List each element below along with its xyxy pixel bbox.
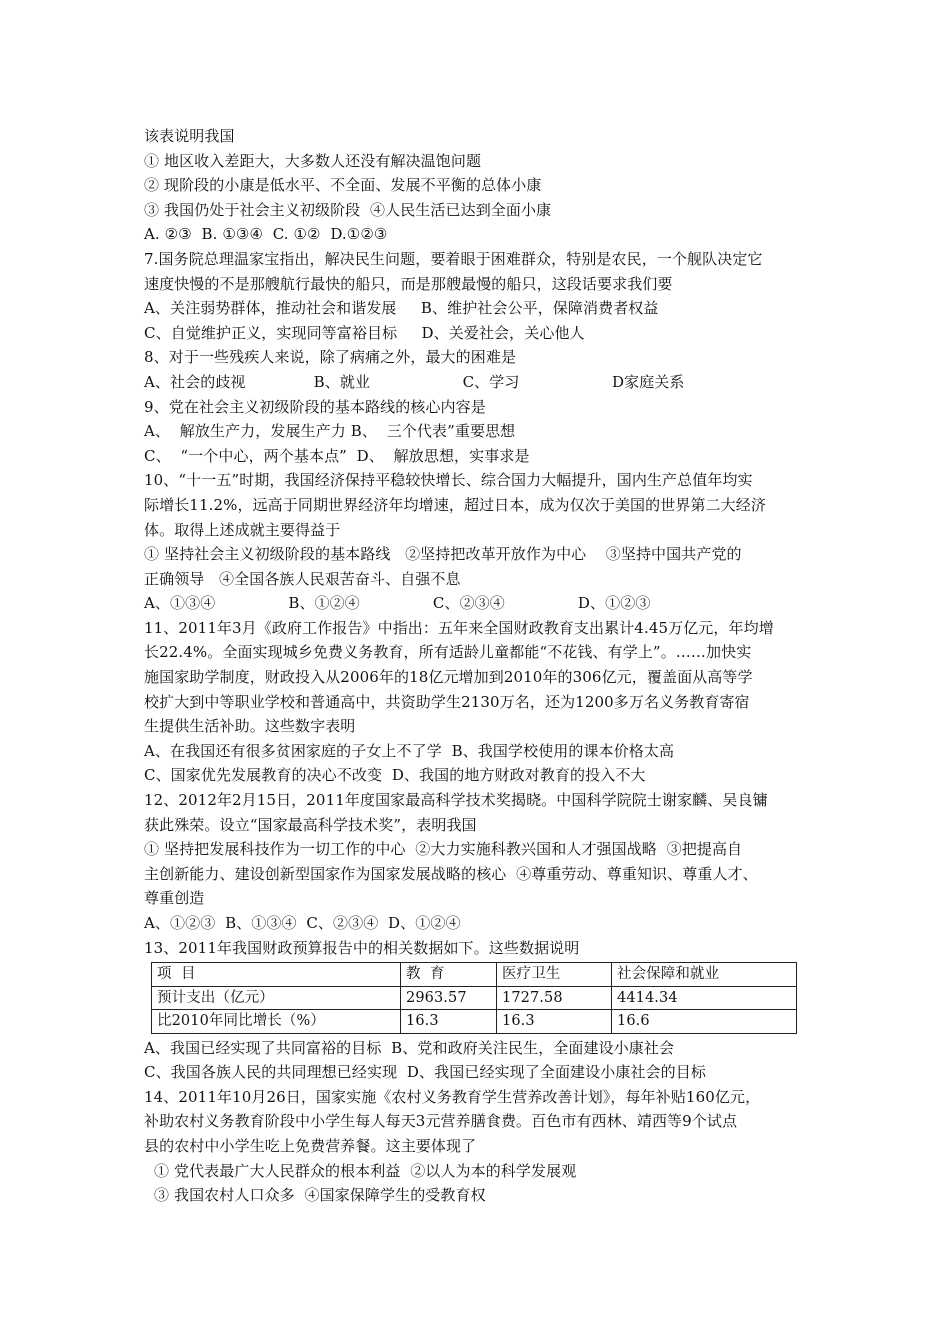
table-cell: 预计支出（亿元） [152, 986, 401, 1010]
answer-choices: A、在我国还有很多贫困家庭的子女上不了学 B、我国学校使用的课本价格太高 [144, 741, 675, 760]
question-8-line: 8、对于一些残疾人来说，除了病痛之外，最大的困难是 [144, 348, 517, 367]
answer-choices: C、 “一个中心，两个基本点” D、 解放思想，实事求是 [144, 446, 530, 465]
question-11-line: 生提供生活补助。这些数字表明 [144, 717, 356, 736]
question-12-line: 12、2012年2月15日，2011年度国家最高科学技术奖揭晓。中国科学院院士谢家麟、吴良镛 [144, 791, 768, 810]
question-10-line: 10、“十一五”时期，我国经济保持平稳较快增长、综合国力大幅提升，国内生产总值年均实 [144, 471, 753, 490]
question-11-line: 施国家助学制度，财政投入从2006年的18亿元增加到2010年的306亿元，覆盖面从高等学 [144, 668, 753, 687]
answer-choices: C、国家优先发展教育的决心不改变 D、我国的地方财政对教育的投入不大 [144, 766, 646, 785]
answer-choices: A、①③④ B、①②④ C、②③④ D、①②③ [144, 594, 651, 613]
option-line: ③ 我国仍处于社会主义初级阶段 ④人民生活已达到全面小康 [144, 200, 552, 219]
option-line: ① 党代表最广大人民群众的根本利益 ②以人为本的科学发展观 [154, 1161, 577, 1180]
question-10-line: 际增长11.2%，远高于同期世界经济年均增速，超过日本，成为仅次于美国的世界第二大经济 [144, 495, 766, 514]
answer-choices: A、我国已经实现了共同富裕的目标 B、党和政府关注民生，全面建设小康社会 [144, 1038, 675, 1057]
question-14-line: 县的农村中小学生吃上免费营养餐。这主要体现了 [144, 1137, 477, 1156]
option-line: ① 坚持社会主义初级阶段的基本路线 ②坚持把改革开放作为中心 ③坚持中国共产党的 [144, 545, 742, 564]
table-row [152, 986, 797, 1010]
option-line: ① 坚持把发展科技作为一切工作的中心 ②大力实施科教兴国和人才强国战略 ③把提高自 [144, 840, 743, 859]
answer-choices: A、①②③ B、①③④ C、②③④ D、①②④ [144, 914, 461, 932]
option-line: 正确领导 ④全国各族人民艰苦奋斗、自强不息 [144, 569, 461, 588]
table-header-cell: 医疗卫生 [497, 963, 612, 987]
table-cell: 比2010年同比增长（%） [152, 1010, 401, 1034]
option-line: ② 现阶段的小康是低水平、不全面、发展不平衡的总体小康 [144, 176, 542, 195]
answer-choices: C、我国各族人民的共同理想已经实现 D、我国已经实现了全面建设小康社会的目标 [144, 1063, 706, 1082]
table-header-cell: 社会保障和就业 [612, 963, 797, 987]
option-line: ① 地区收入差距大，大多数人还没有解决温饱问题 [144, 151, 482, 170]
budget-table [151, 962, 797, 1034]
table-header-cell: 教 育 [401, 963, 497, 987]
question-14-line: 14、2011年10月26日，国家实施《农村义务教育学生营养改善计划》，每年补贴160亿元， [144, 1087, 761, 1106]
question-14-line: 补助农村义务教育阶段中小学生每人每天3元营养膳食费。百色市有西林、靖西等9个试点 [144, 1112, 738, 1131]
question-11-line: 11、2011年3月《政府工作报告》中指出：五年来全国财政教育支出累计4.45万亿元，年均增 [144, 618, 774, 637]
intro-line: 该表说明我国 [144, 127, 235, 145]
answer-choices: A. ②③ B. ①③④ C. ①② D.①②③ [144, 225, 388, 244]
question-11-line: 长22.4%。全面实现城乡免费义务教育，所有适龄儿童都能“不花钱、有学上”。……加快实 [144, 643, 752, 662]
table-header-row [152, 963, 797, 987]
question-9-line: 9、党在社会主义初级阶段的基本路线的核心内容是 [144, 397, 486, 416]
answer-choices: A、社会的歧视 B、就业 C、学习 D家庭关系 [144, 372, 685, 391]
answer-choices: C、自觉维护正义，实现同等富裕目标 D、关爱社会，关心他人 [144, 323, 585, 342]
option-line: 主创新能力、建设创新型国家作为国家发展战略的核心 ④尊重劳动、尊重知识、尊重人才、 [144, 864, 758, 883]
question-13-line: 13、2011年我国财政预算报告中的相关数据如下。这些数据说明 [144, 938, 580, 957]
answer-choices: A、 解放生产力，发展生产力 B、 三个代表”重要思想 [144, 422, 516, 441]
table-cell: 2963.57 [401, 986, 497, 1010]
table-row [152, 1010, 797, 1034]
question-7-line: 速度快慢的不是那艘航行最快的船只，而是那艘最慢的船只，这段话要求我们要 [144, 274, 673, 293]
table-cell: 1727.58 [497, 986, 612, 1010]
table-cell: 16.3 [401, 1010, 497, 1034]
question-11-line: 校扩大到中等职业学校和普通高中，共资助学生2130万名，还为1200多万名义务教育寄宿 [144, 692, 750, 711]
option-line: ③ 我国农村人口众多 ④国家保障学生的受教育权 [154, 1186, 486, 1205]
table-cell: 4414.34 [612, 986, 797, 1010]
table-cell: 16.6 [612, 1010, 797, 1034]
question-12-line: 获此殊荣。设立“国家最高科学技术奖”，表明我国 [144, 815, 477, 834]
question-7-line: 7.国务院总理温家宝指出，解决民生问题，要着眼于困难群众，特别是农民，一个舰队决定它 [144, 249, 763, 268]
table-cell: 16.3 [497, 1010, 612, 1034]
option-line: 尊重创造 [144, 889, 205, 908]
answer-choices: A、关注弱势群体，推动社会和谐发展 B、维护社会公平，保障消费者权益 [144, 299, 659, 318]
document-page [144, 124, 814, 1208]
table-header-cell: 项 目 [152, 963, 401, 987]
question-10-line: 体。取得上述成就主要得益于 [144, 520, 341, 539]
